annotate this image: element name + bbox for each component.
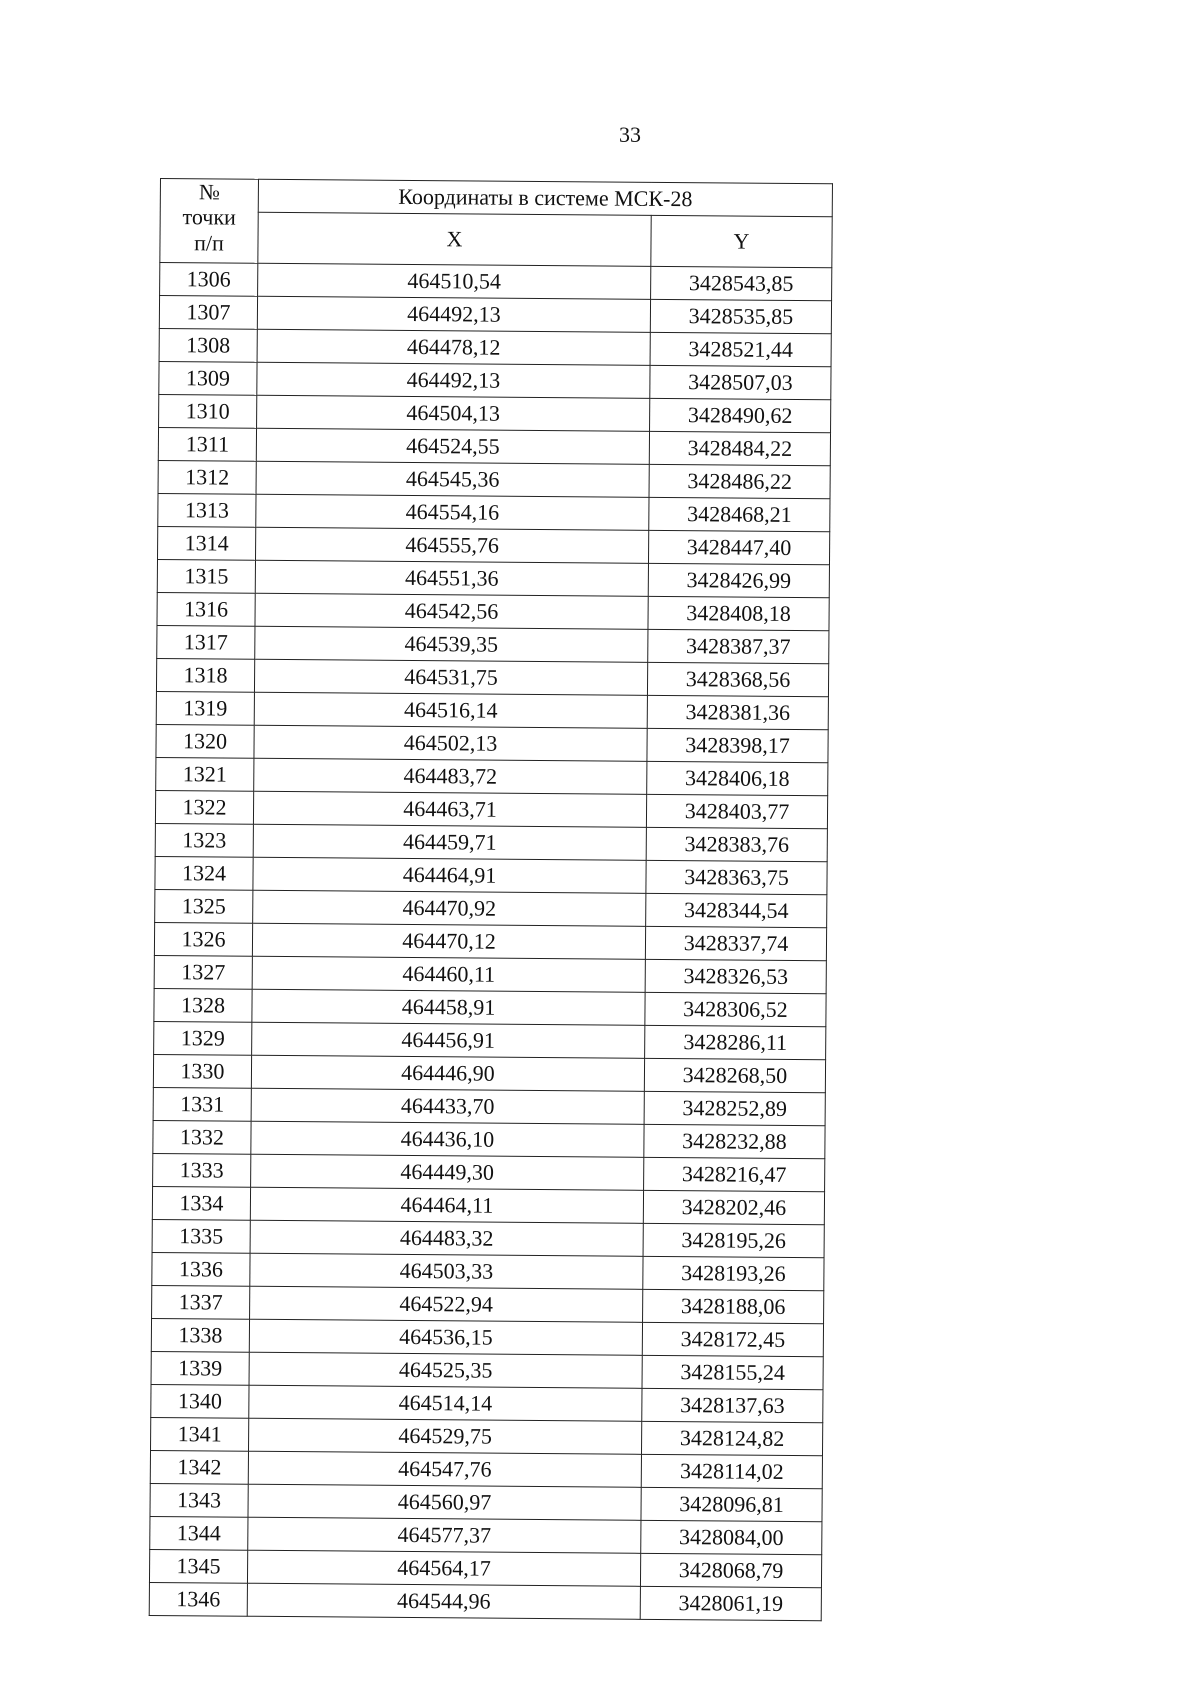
x-coordinate-cell: 464555,76	[256, 527, 649, 563]
point-number-cell: 1309	[159, 361, 257, 395]
point-number-header-line: точки	[182, 204, 236, 230]
y-coordinate-cell: 3428193,26	[643, 1256, 824, 1290]
table-row	[157, 559, 829, 597]
table-row	[153, 1087, 825, 1125]
table-row	[156, 658, 828, 696]
x-coordinate-cell: 464470,92	[253, 890, 646, 926]
y-coordinate-cell: 3428383,76	[646, 827, 827, 861]
point-number-cell: 1337	[152, 1285, 250, 1319]
point-number-cell: 1331	[153, 1087, 251, 1121]
x-coordinate-cell: 464522,94	[250, 1286, 643, 1322]
point-number-cell: 1316	[157, 592, 255, 626]
point-number-cell: 1315	[157, 559, 255, 593]
y-coordinate-cell: 3428068,79	[640, 1553, 821, 1587]
table-row	[152, 1252, 824, 1290]
table-row	[154, 955, 826, 993]
y-coordinate-cell: 3428188,06	[643, 1289, 824, 1323]
point-number-cell: 1344	[150, 1516, 248, 1550]
x-coordinate-cell: 464542,56	[255, 593, 648, 629]
point-number-cell: 1346	[149, 1582, 247, 1616]
table-row	[149, 1582, 821, 1620]
point-number-cell: 1336	[152, 1252, 250, 1286]
table-row	[158, 427, 830, 465]
x-coordinate-cell: 464458,91	[252, 989, 645, 1025]
table-row	[154, 922, 826, 960]
y-coordinate-cell: 3428381,36	[647, 695, 828, 729]
y-coordinate-cell: 3428202,46	[643, 1190, 824, 1224]
table-header	[160, 179, 833, 268]
point-number-cell: 1328	[154, 988, 252, 1022]
y-coordinate-cell: 3428268,50	[644, 1058, 825, 1092]
table-row	[151, 1417, 823, 1455]
x-coordinate-cell: 464436,10	[251, 1121, 644, 1157]
table-row	[160, 263, 832, 301]
x-coordinate-cell: 464483,72	[254, 758, 647, 794]
point-number-cell: 1330	[153, 1054, 251, 1088]
y-coordinate-cell: 3428490,62	[650, 398, 831, 432]
point-number-cell: 1322	[155, 790, 253, 824]
point-number-cell: 1323	[155, 823, 253, 857]
y-coordinate-cell: 3428486,22	[649, 464, 830, 498]
y-coordinate-cell: 3428337,74	[645, 926, 826, 960]
table-row	[152, 1186, 824, 1224]
y-coordinate-cell: 3428195,26	[643, 1223, 824, 1257]
x-coordinate-cell: 464502,13	[254, 725, 647, 761]
point-number-cell: 1313	[158, 493, 256, 527]
y-coordinate-cell: 3428468,21	[649, 497, 830, 531]
y-coordinate-cell: 3428408,18	[648, 596, 829, 630]
table-row	[157, 592, 829, 630]
table-row	[159, 296, 831, 334]
y-coordinate-cell: 3428216,47	[644, 1157, 825, 1191]
point-number-cell: 1342	[150, 1450, 248, 1484]
point-number-cell: 1318	[156, 658, 254, 692]
x-coordinate-cell: 464560,97	[248, 1484, 641, 1520]
y-column-header: Y	[651, 215, 832, 267]
table-row	[155, 856, 827, 894]
table-row	[154, 1021, 826, 1059]
y-coordinate-cell: 3428543,85	[651, 266, 832, 300]
x-coordinate-cell: 464545,36	[256, 461, 649, 497]
y-coordinate-cell: 3428403,77	[646, 794, 827, 828]
y-coordinate-cell: 3428084,00	[641, 1520, 822, 1554]
table-row	[157, 625, 829, 663]
x-coordinate-cell: 464514,14	[249, 1385, 642, 1421]
y-coordinate-cell: 3428172,45	[642, 1322, 823, 1356]
table-row	[155, 790, 827, 828]
y-coordinate-cell: 3428124,82	[641, 1421, 822, 1455]
table-row	[159, 394, 831, 432]
x-coordinate-cell: 464510,54	[258, 263, 651, 299]
point-number-cell: 1320	[156, 724, 254, 758]
y-coordinate-cell: 3428387,37	[648, 629, 829, 663]
point-number-cell: 1312	[158, 460, 256, 494]
x-coordinate-cell: 464516,14	[254, 692, 647, 728]
y-coordinate-cell: 3428484,22	[649, 431, 830, 465]
table-row	[158, 460, 830, 498]
table-row	[153, 1120, 825, 1158]
x-coordinate-cell: 464536,15	[249, 1319, 642, 1355]
table-row	[158, 526, 830, 564]
x-coordinate-cell: 464492,13	[257, 362, 650, 398]
page-number: 33	[619, 122, 641, 147]
x-column-header: X	[258, 212, 651, 266]
x-coordinate-cell: 464504,13	[257, 395, 650, 431]
table-row	[150, 1450, 822, 1488]
x-coordinate-cell: 464525,35	[249, 1352, 642, 1388]
x-coordinate-cell: 464456,91	[252, 1022, 645, 1058]
y-coordinate-cell: 3428252,89	[644, 1091, 825, 1125]
y-coordinate-cell: 3428155,24	[642, 1355, 823, 1389]
point-number-cell: 1335	[152, 1219, 250, 1253]
point-number-cell: 1325	[155, 889, 253, 923]
x-coordinate-cell: 464503,33	[250, 1253, 643, 1289]
point-number-header-line: №	[198, 179, 220, 205]
y-coordinate-cell: 3428344,54	[646, 893, 827, 927]
table-row	[150, 1516, 822, 1554]
x-coordinate-cell: 464544,96	[247, 1583, 640, 1619]
x-coordinate-cell: 464470,12	[252, 923, 645, 959]
y-coordinate-cell: 3428137,63	[642, 1388, 823, 1422]
table-row	[155, 823, 827, 861]
x-coordinate-cell: 464460,11	[252, 956, 645, 992]
point-number-cell: 1338	[151, 1318, 249, 1352]
coordinates-table	[149, 178, 833, 1621]
y-coordinate-cell: 3428507,03	[650, 365, 831, 399]
x-coordinate-cell: 464577,37	[248, 1517, 641, 1553]
point-number-cell: 1327	[154, 955, 252, 989]
y-coordinate-cell: 3428406,18	[647, 761, 828, 795]
table-row	[150, 1483, 822, 1521]
table-row	[156, 724, 828, 762]
x-coordinate-cell: 464433,70	[251, 1088, 644, 1124]
point-number-cell: 1317	[157, 625, 255, 659]
x-coordinate-cell: 464464,91	[253, 857, 646, 893]
point-number-cell: 1314	[158, 526, 256, 560]
y-coordinate-cell: 3428363,75	[646, 860, 827, 894]
point-number-cell: 1334	[152, 1186, 250, 1220]
table-row	[159, 361, 831, 399]
table-row	[149, 1549, 821, 1587]
y-coordinate-cell: 3428286,11	[645, 1025, 826, 1059]
y-coordinate-cell: 3428535,85	[650, 299, 831, 333]
y-coordinate-cell: 3428232,88	[644, 1124, 825, 1158]
x-coordinate-cell: 464446,90	[251, 1055, 644, 1091]
point-number-cell: 1308	[159, 328, 257, 362]
table-row	[151, 1384, 823, 1422]
x-coordinate-cell: 464531,75	[254, 659, 647, 695]
point-number-cell: 1324	[155, 856, 253, 890]
table-row	[153, 1153, 825, 1191]
point-number-cell: 1307	[159, 296, 257, 330]
point-number-cell: 1339	[151, 1351, 249, 1385]
y-coordinate-cell: 3428326,53	[645, 959, 826, 993]
x-coordinate-cell: 464539,35	[255, 626, 648, 662]
point-number-header	[160, 179, 259, 264]
x-coordinate-cell: 464478,12	[257, 329, 650, 365]
y-coordinate-cell: 3428447,40	[648, 530, 829, 564]
y-coordinate-cell: 3428426,99	[648, 563, 829, 597]
table-row	[153, 1054, 825, 1092]
x-coordinate-cell: 464464,11	[250, 1187, 643, 1223]
table-row	[152, 1285, 824, 1323]
point-number-cell: 1310	[159, 394, 257, 428]
y-coordinate-cell: 3428114,02	[641, 1454, 822, 1488]
table-row	[158, 493, 830, 531]
x-coordinate-cell: 464547,76	[248, 1451, 641, 1487]
table-body	[149, 263, 832, 1621]
x-coordinate-cell: 464529,75	[249, 1418, 642, 1454]
point-number-cell: 1332	[153, 1120, 251, 1154]
table-row	[151, 1318, 823, 1356]
point-number-cell: 1311	[158, 427, 256, 461]
x-coordinate-cell: 464564,17	[247, 1550, 640, 1586]
x-coordinate-cell: 464463,71	[253, 791, 646, 827]
x-coordinate-cell: 464524,55	[256, 428, 649, 464]
point-number-cell: 1329	[154, 1021, 252, 1055]
point-number-cell: 1306	[160, 263, 258, 297]
table-row	[159, 328, 831, 366]
table-row	[156, 691, 828, 729]
x-coordinate-cell: 464459,71	[253, 824, 646, 860]
y-coordinate-cell: 3428521,44	[650, 332, 831, 366]
point-number-cell: 1343	[150, 1483, 248, 1517]
table-row	[155, 889, 827, 927]
x-coordinate-cell: 464554,16	[256, 494, 649, 530]
y-coordinate-cell: 3428096,81	[641, 1487, 822, 1521]
y-coordinate-cell: 3428061,19	[640, 1586, 821, 1620]
point-number-cell: 1340	[151, 1384, 249, 1418]
x-coordinate-cell: 464492,13	[257, 296, 650, 332]
table-row	[156, 757, 828, 795]
x-coordinate-cell: 464551,36	[255, 560, 648, 596]
point-number-cell: 1326	[154, 922, 252, 956]
point-number-cell: 1321	[156, 757, 254, 791]
coordinates-table-wrapper	[149, 178, 833, 1621]
table-row	[152, 1219, 824, 1257]
point-number-header-line: п/п	[194, 229, 224, 256]
point-number-cell: 1319	[156, 691, 254, 725]
point-number-cell: 1333	[153, 1153, 251, 1187]
table-row	[154, 988, 826, 1026]
y-coordinate-cell: 3428398,17	[647, 728, 828, 762]
y-coordinate-cell: 3428306,52	[645, 992, 826, 1026]
coordinate-system-header: Координаты в системе МСК-28	[258, 179, 832, 217]
point-number-cell: 1341	[151, 1417, 249, 1451]
x-coordinate-cell: 464483,32	[250, 1220, 643, 1256]
y-coordinate-cell: 3428368,56	[647, 662, 828, 696]
point-number-cell: 1345	[149, 1549, 247, 1583]
x-coordinate-cell: 464449,30	[251, 1154, 644, 1190]
table-row	[151, 1351, 823, 1389]
